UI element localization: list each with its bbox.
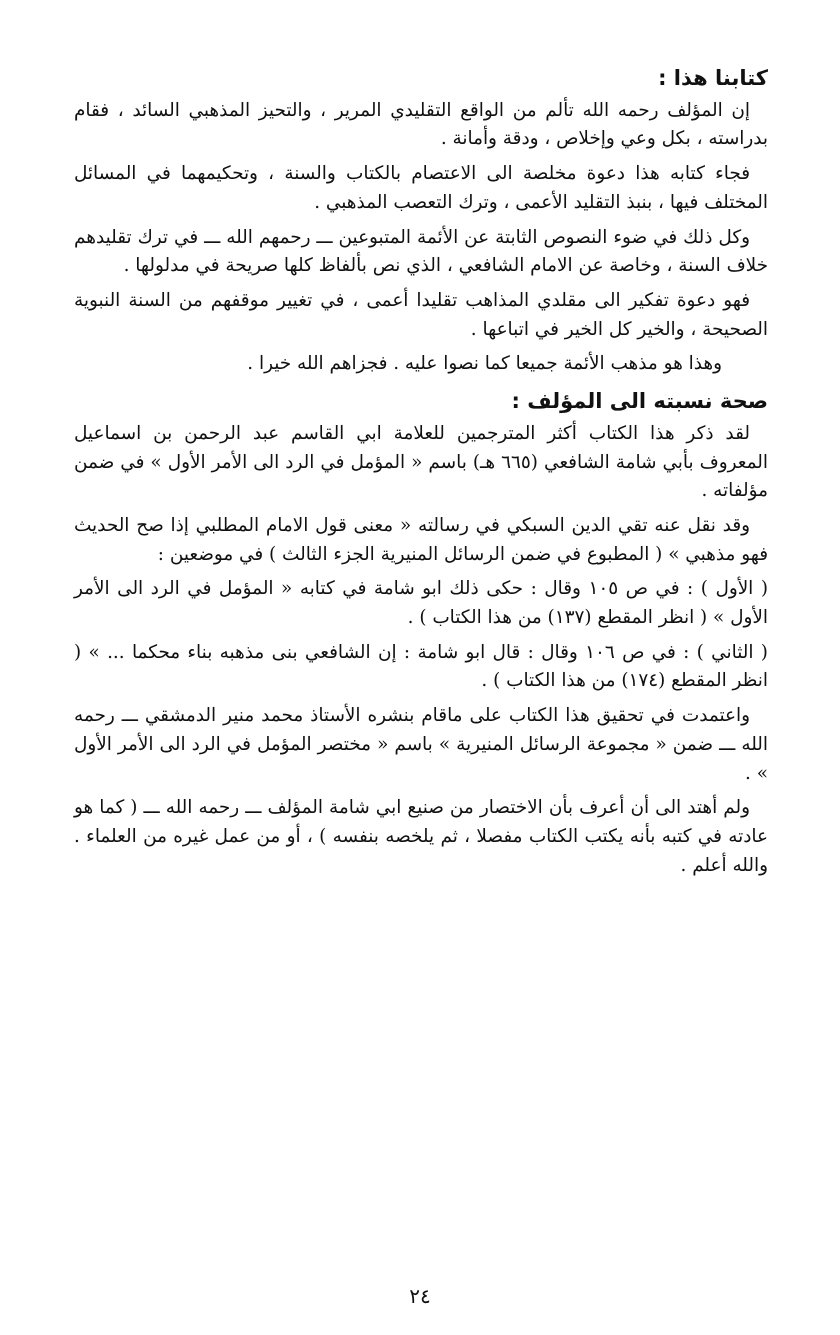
paragraph: وهذا هو مذهب الأئمة جميعا كما نصوا عليه . فجزاهم الله خيرا . (247, 353, 722, 375)
section-heading-attribution: صحة نسبته الى المؤلف : (511, 389, 768, 414)
page-body (74, 62, 768, 886)
paragraph: لقد ذكر هذا الكتاب أكثر المترجمين للعلامة ابي القاسم عبد الرحمن بن اسماعيل المعروف بأبي شامة الشافعي (٦٦٥ هـ) باسم « المؤمل في الرد الى الأمر الأول » في ضمن مؤلفاته . (74, 422, 768, 502)
paragraph: إن المؤلف رحمه الله تألم من الواقع التقليدي المرير ، والتحيز المذهبي السائد ، فقام بدراسته ، بكل وعي وإخلاص ، ودقة وأمانة . (74, 99, 768, 150)
section-heading-our-book: كتابنا هذا : (658, 66, 768, 90)
paragraph: ( الأول ) : في ص ١٠٥ وقال : حكى ذلك ابو شامة في كتابه « المؤمل في الرد الى الأمر الأول » ( انظر المقطع (١٣٧) من هذا الكتاب ) . (74, 578, 768, 629)
paragraph: وقد نقل عنه تقي الدين السبكي في رسالته « معنى قول الامام المطلبي إذا صح الحديث فهو مذهبي » ( المطبوع في ضمن الرسائل المنيرية الجزء الثالث ) في موضعين : (74, 514, 768, 565)
paragraph: فهو دعوة تفكير الى مقلدي المذاهب تقليدا أعمى ، في تغيير موقفهم من السنة النبوية الصحيحة ، والخير كل الخير في اتباعها . (74, 289, 768, 340)
paragraph: واعتمدت في تحقيق هذا الكتاب على ماقام بنشره الأستاذ محمد منير الدمشقي ـــ رحمه الله ـــ ضمن « مجموعة الرسائل المنيرية » باسم « مختصر المؤمل في الرد الى الأمر الأول » . (74, 705, 768, 784)
paragraph: وكل ذلك في ضوء النصوص الثابتة عن الأئمة المتبوعين ـــ رحمهم الله ـــ في ترك تقليدهم خلاف السنة ، وخاصة عن الامام الشافعي ، الذي نص بألفاظ كلها صريحة في مدلولها . (74, 226, 768, 277)
paragraph: ( الثاني ) : في ص ١٠٦ وقال : قال ابو شامة : إن الشافعي بنى مذهبه بناء محكما ... » ( انظر المقطع (١٧٤) من هذا الكتاب ) . (74, 641, 768, 692)
paragraph: فجاء كتابه هذا دعوة مخلصة الى الاعتصام بالكتاب والسنة ، وتحكيمهما في المسائل المختلف فيها ، بنبذ التقليد الأعمى ، وترك التعصب المذهبي . (74, 163, 768, 213)
paragraph: ولم أهتد الى أن أعرف بأن الاختصار من صنيع ابي شامة المؤلف ـــ رحمه الله ـــ ( كما هو عادته في كتبه بأنه يكتب الكتاب مفصلا ، ثم يلخصه بنفسه ) ، أو من عمل غيره من العلماء . والله أعلم . (74, 797, 768, 876)
page-number: ٢٤ (409, 1284, 431, 1308)
